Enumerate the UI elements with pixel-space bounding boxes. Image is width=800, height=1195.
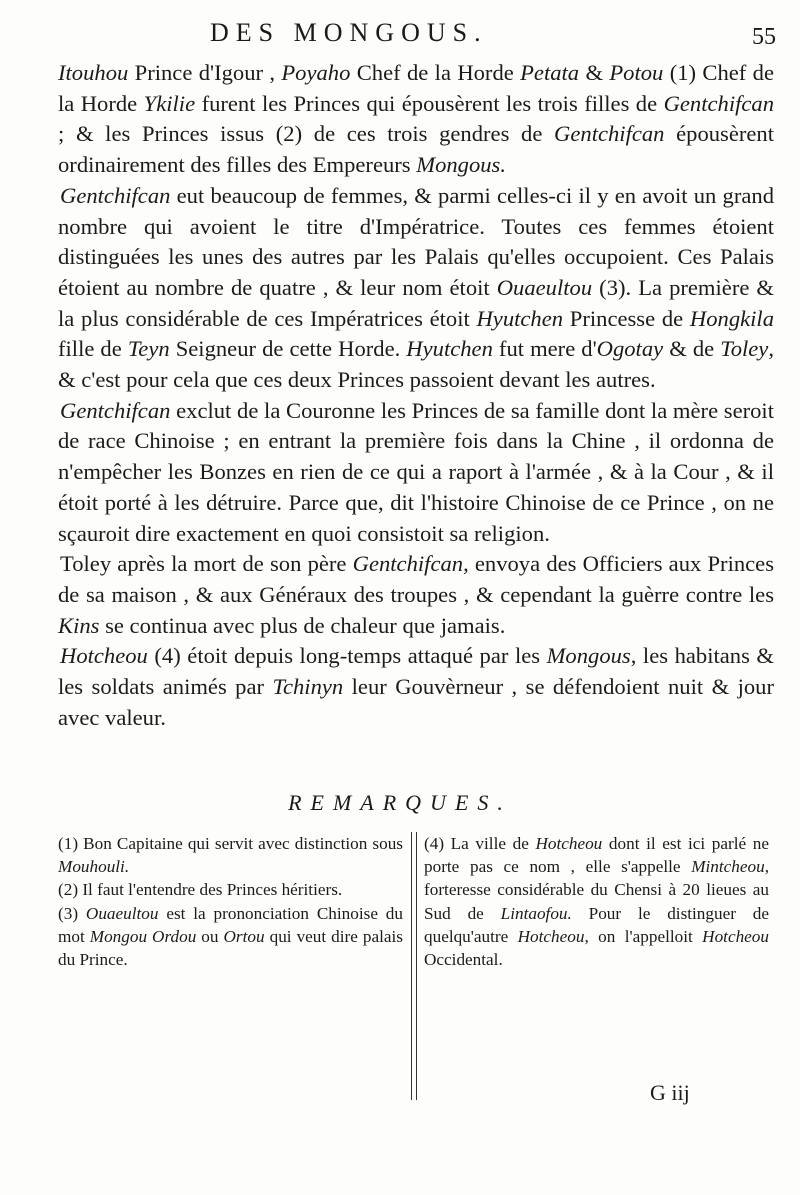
text-run: ou — [196, 926, 224, 946]
italic-text: Poyaho — [281, 60, 351, 85]
italic-text: Kins — [58, 612, 100, 638]
italic-text: Hotcheou — [535, 834, 603, 853]
paragraph — [58, 181, 774, 396]
text-run: Pour le distinguer de quelqu'autre — [424, 903, 770, 946]
italic-text: Gentchifcan — [60, 182, 171, 208]
page-header — [0, 14, 800, 54]
italic-text: Mintcheou — [691, 857, 765, 877]
text-run: & — [579, 60, 610, 85]
text-run: (1) Chef de la Horde — [58, 60, 774, 116]
text-run: (4) La ville de — [424, 834, 536, 853]
italic-text: Ortou — [223, 926, 265, 946]
paragraph — [58, 641, 774, 733]
text-run: dont il est ici parlé ne porte pas ce nom , elle s'appelle — [424, 834, 769, 877]
column-divider — [411, 832, 417, 1100]
italic-text: Gentchifcan — [663, 90, 774, 116]
text-run: Princesse de — [563, 305, 690, 331]
text-run: (2) Il faut l'entendre des Princes héritiers. — [58, 880, 343, 900]
text-run: ; & les Princes issus (2) de ces trois gendres de — [58, 121, 555, 147]
italic-text: Lintaofou. — [500, 903, 572, 923]
page-number: 55 — [752, 24, 776, 50]
italic-text: Ykilie — [143, 90, 196, 116]
main-text — [58, 58, 774, 733]
italic-text: Hyutchen — [476, 305, 564, 331]
footnote — [58, 878, 403, 901]
italic-text: Itouhou — [58, 60, 129, 85]
italic-text: Gentchifcan — [352, 551, 464, 577]
text-run: qui veut dire palais du Prince. — [58, 926, 403, 970]
italic-text: Hongkila — [689, 305, 774, 331]
italic-text: Mongous — [546, 643, 631, 669]
italic-text: Toley — [720, 336, 769, 362]
text-run: leur Gouvèrneur , se défendoient nuit & jour avec valeur. — [58, 674, 774, 730]
text-run: , on l'appelloit — [584, 926, 703, 946]
italic-text: Mongou Ordou — [89, 926, 197, 946]
text-run: Prince d'Igour , — [128, 60, 282, 85]
text-run: , forteresse considérable du Chensi à 20 lieues au Sud de — [424, 857, 769, 923]
text-run: épousèrent ordinairement des filles des Empereurs — [58, 121, 775, 178]
remarks-heading: REMARQUES. — [288, 790, 512, 815]
italic-text: Hotcheou — [60, 643, 148, 669]
italic-text: Ouaeultou — [85, 903, 159, 923]
signature-mark: G iij — [650, 1080, 690, 1105]
text-run: est la prononciation Chinoise du mot — [58, 903, 403, 946]
text-run: & de — [663, 336, 721, 362]
footnotes-left-column — [58, 832, 403, 971]
text-run: Occidental. — [424, 950, 503, 970]
text-run: exclut de la Couronne les Princes de sa famille dont la mère seroit de race Chinoise ; en entrant la première fois dans la Chine , il ordonna de n'empêcher les Bonzes en rien de ce qui a raport à l'armée , & à la Cour , & il étoit porté à les détruire. Parce que, dit l'histoire Chinoise de ce Prince , on ne sçauroit dire exactement en quoi consistoit sa religion. — [58, 397, 774, 546]
italic-text: Hyutchen — [406, 336, 493, 362]
paragraph — [58, 58, 774, 181]
paragraph — [58, 396, 774, 550]
footnotes-right-column — [424, 832, 769, 971]
text-run: (3) — [58, 903, 86, 923]
text-run: fut mere d' — [492, 336, 597, 362]
text-run: , & c'est pour cela que ces deux Princes passoient devant les autres. — [58, 336, 774, 393]
running-head: DES MONGOUS. — [210, 18, 488, 47]
footnote — [58, 902, 403, 972]
text-run: fille de — [58, 336, 128, 362]
text-run: Seigneur de cette Horde. — [169, 336, 407, 362]
italic-text: Hotcheou — [702, 926, 769, 946]
italic-text: Mouhouli. — [58, 857, 130, 877]
italic-text: Gentchifcan — [554, 121, 665, 147]
text-run: , les habitans & les soldats animés par — [58, 643, 774, 700]
text-run: (3). La première & la plus considérable de ces Impératrices étoit — [58, 274, 774, 331]
paragraph — [58, 549, 774, 641]
text-run: (4) étoit depuis long-temps attaqué par les — [147, 643, 547, 669]
italic-text: Gentchifcan — [60, 397, 171, 423]
footnote — [424, 832, 769, 971]
footnote — [58, 832, 403, 878]
text-run: Chef de la Horde — [350, 60, 521, 85]
italic-text: Teyn — [127, 336, 170, 362]
text-run: se continua avec plus de chaleur que jamais. — [99, 612, 506, 638]
italic-text: Petata — [520, 60, 580, 85]
italic-text: Ouaeultou — [496, 274, 593, 300]
italic-text: Hotcheou — [517, 926, 585, 946]
italic-text: Mongous. — [416, 152, 506, 178]
italic-text: Tchinyn — [272, 674, 344, 700]
footnotes — [58, 832, 778, 1102]
text-run: (1) Bon Capitaine qui servit avec distinction sous — [58, 834, 403, 853]
text-run: , envoya des Officiers aux Princes de sa maison , & aux Généraux des troupes , & cependant la guèrre contre les — [58, 551, 774, 607]
text-run: eut beaucoup de femmes, & parmi celles-ci il y en avoit un grand nombre qui avoient le titre d'Impératrice. Toutes ces femmes étoient distinguées les unes des autres par les Palais qu'elles occupoient. Ces Palais étoient au nombre de quatre , & leur nom étoit — [58, 182, 774, 300]
italic-text: Ogotay — [596, 336, 664, 362]
italic-text: Potou — [609, 60, 664, 85]
text-run: Toley après la mort de son père — [60, 551, 353, 577]
text-run: furent les Princes qui épousèrent les trois filles de — [195, 90, 664, 116]
